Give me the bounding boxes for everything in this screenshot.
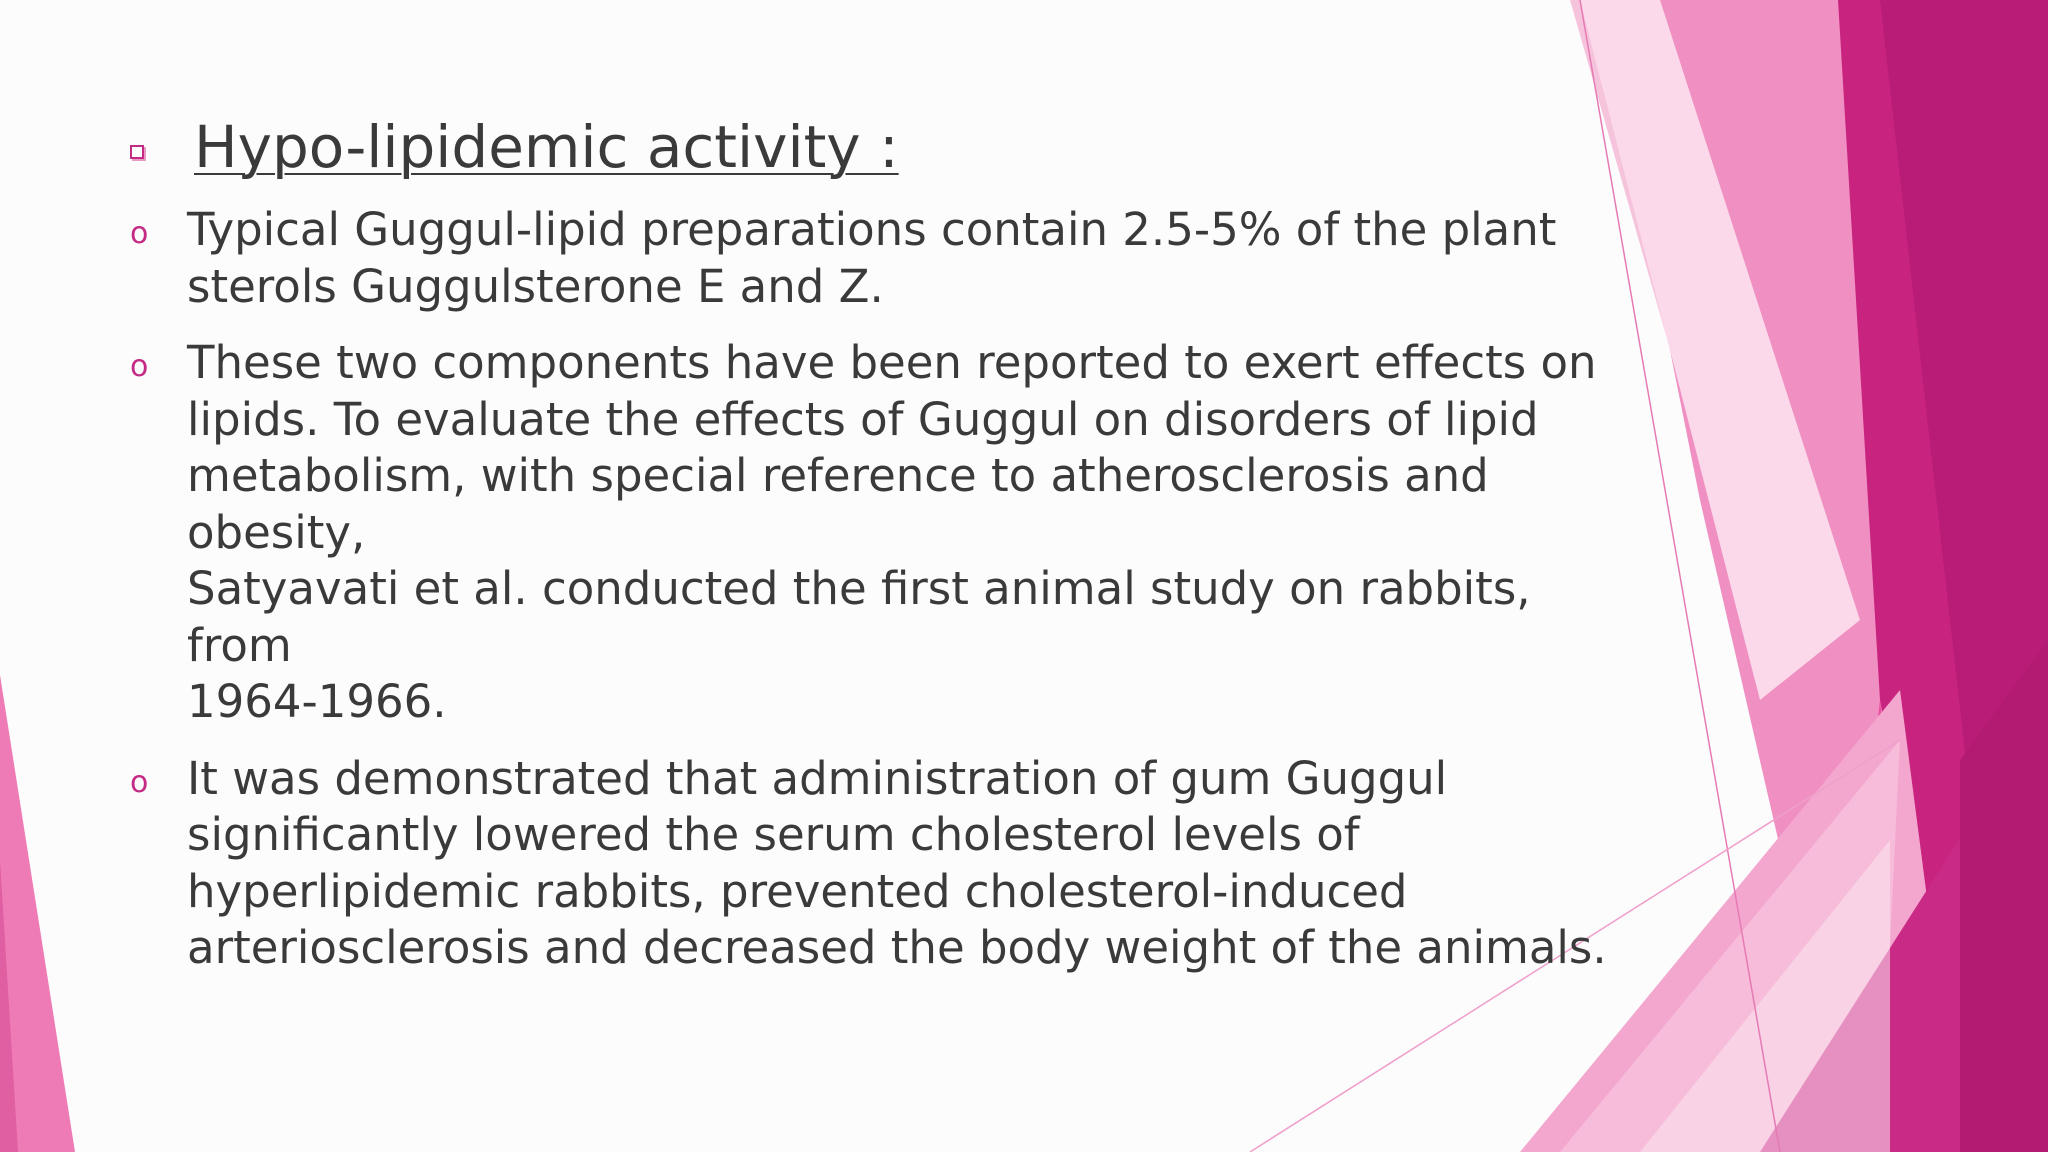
circle-bullet-icon: o — [130, 764, 149, 800]
slide-heading: Hypo-lipidemic activity : — [194, 113, 899, 181]
heading-row — [130, 112, 899, 182]
bullet-list — [130, 202, 1620, 997]
list-item — [130, 751, 1620, 977]
bullet-text: These two components have been reported to exert effects on lipids. To evaluate the effects of Guggul on disorders of lipid metabolism, with special reference to atherosclerosis and obesity, Satyavati et al. conducted the first animal study on rabbits, from 1964-1966. — [187, 336, 1597, 728]
bullet-text: It was demonstrated that administration of gum Guggul significantly lowered the serum cholesterol levels of hyperlipidemic rabbits, prevented cholesterol-induced arteriosclerosis and decreased the body weight of the animals. — [187, 751, 1607, 974]
bullet-text: Typical Guggul-lipid preparations contain 2.5-5% of the plant sterols Guggulsterone E and Z. — [187, 203, 1557, 313]
list-item — [130, 335, 1620, 731]
list-item — [130, 202, 1620, 315]
circle-bullet-icon: o — [130, 349, 149, 384]
circle-bullet-icon: o — [130, 216, 149, 251]
checkbox-bullet-icon — [130, 145, 144, 159]
